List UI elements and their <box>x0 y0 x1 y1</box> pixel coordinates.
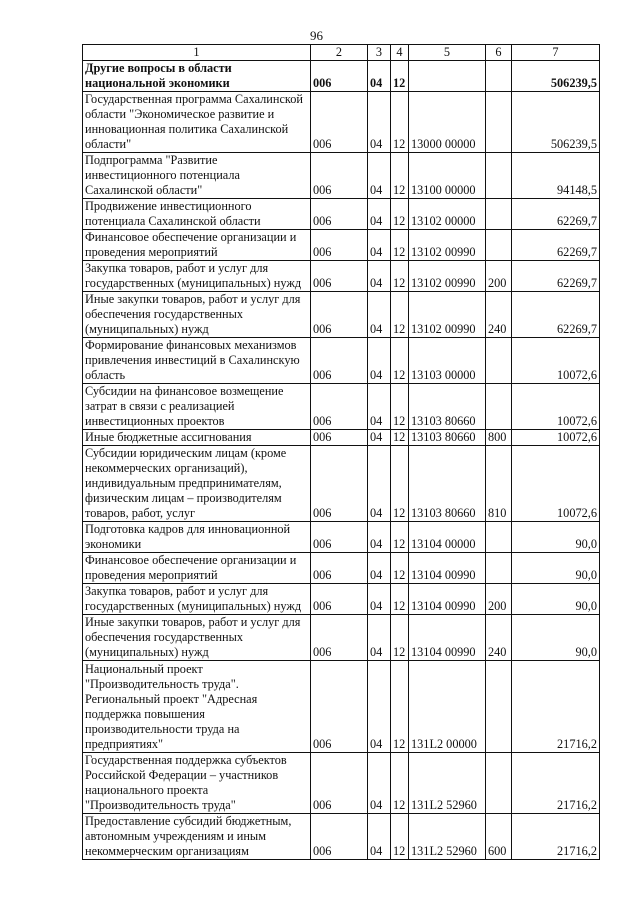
ministry-code: 006 <box>311 584 368 615</box>
column-header-4: 4 <box>391 45 409 61</box>
section-code: 04 <box>368 753 391 814</box>
section-code: 04 <box>368 446 391 522</box>
section-code: 04 <box>368 199 391 230</box>
table-row <box>83 584 600 615</box>
subsection-code: 12 <box>391 384 409 430</box>
target-article-code: 131L2 52960 <box>409 814 486 860</box>
amount: 10072,6 <box>512 338 600 384</box>
ministry-code: 006 <box>311 615 368 661</box>
column-header-2: 2 <box>311 45 368 61</box>
table-row <box>83 753 600 814</box>
row-description: Закупка товаров, работ и услуг для государственных (муниципальных) нужд <box>83 584 311 615</box>
target-article-code: 13104 00990 <box>409 553 486 584</box>
expense-type-code <box>486 753 512 814</box>
target-article-code: 13104 00990 <box>409 584 486 615</box>
subsection-code: 12 <box>391 199 409 230</box>
subsection-code: 12 <box>391 430 409 446</box>
section-code: 04 <box>368 338 391 384</box>
target-article-code: 131L2 00000 <box>409 661 486 753</box>
column-header-6: 6 <box>486 45 512 61</box>
table-row <box>83 61 600 92</box>
amount: 90,0 <box>512 615 600 661</box>
section-code: 04 <box>368 292 391 338</box>
amount: 21716,2 <box>512 814 600 860</box>
expense-type-code: 240 <box>486 615 512 661</box>
ministry-code: 006 <box>311 153 368 199</box>
amount: 21716,2 <box>512 661 600 753</box>
row-description: Закупка товаров, работ и услуг для государственных (муниципальных) нужд <box>83 261 311 292</box>
section-code: 04 <box>368 522 391 553</box>
target-article-code: 13000 00000 <box>409 92 486 153</box>
subsection-code: 12 <box>391 522 409 553</box>
table-row <box>83 446 600 522</box>
expense-type-code <box>486 230 512 261</box>
ministry-code: 006 <box>311 292 368 338</box>
ministry-code: 006 <box>311 92 368 153</box>
table-row <box>83 522 600 553</box>
subsection-code: 12 <box>391 584 409 615</box>
subsection-code: 12 <box>391 753 409 814</box>
column-header-7: 7 <box>512 45 600 61</box>
section-code: 04 <box>368 615 391 661</box>
amount: 90,0 <box>512 553 600 584</box>
amount: 62269,7 <box>512 261 600 292</box>
target-article-code: 13102 00990 <box>409 261 486 292</box>
page-number: 96 <box>310 28 323 43</box>
section-code: 04 <box>368 61 391 92</box>
target-article-code: 131L2 52960 <box>409 753 486 814</box>
expense-type-code <box>486 553 512 584</box>
budget-table <box>82 44 600 860</box>
subsection-code: 12 <box>391 553 409 584</box>
row-description: Иные закупки товаров, работ и услуг для обеспечения государственных (муниципальных) нужд <box>83 292 311 338</box>
table-row <box>83 430 600 446</box>
expense-type-code: 200 <box>486 584 512 615</box>
row-description: Продвижение инвестиционного потенциала Сахалинской области <box>83 199 311 230</box>
ministry-code: 006 <box>311 553 368 584</box>
section-code: 04 <box>368 584 391 615</box>
table-row <box>83 661 600 753</box>
amount: 62269,7 <box>512 292 600 338</box>
amount: 90,0 <box>512 522 600 553</box>
row-description: Субсидии юридическим лицам (кроме некоммерческих организаций), индивидуальным предпринимателям, физическим лицам – производителям товаров, работ, услуг <box>83 446 311 522</box>
expense-type-code <box>486 61 512 92</box>
section-code: 04 <box>368 384 391 430</box>
target-article-code: 13102 00990 <box>409 292 486 338</box>
table-row <box>83 261 600 292</box>
table-row <box>83 814 600 860</box>
expense-type-code <box>486 153 512 199</box>
amount: 94148,5 <box>512 153 600 199</box>
section-code: 04 <box>368 92 391 153</box>
row-description: Финансовое обеспечение организации и проведения мероприятий <box>83 553 311 584</box>
row-description: Иные закупки товаров, работ и услуг для обеспечения государственных (муниципальных) нужд <box>83 615 311 661</box>
row-description: Финансовое обеспечение организации и проведения мероприятий <box>83 230 311 261</box>
subsection-code: 12 <box>391 92 409 153</box>
subsection-code: 12 <box>391 153 409 199</box>
row-description: Иные бюджетные ассигнования <box>83 430 311 446</box>
expense-type-code: 810 <box>486 446 512 522</box>
amount: 62269,7 <box>512 230 600 261</box>
row-description: Формирование финансовых механизмов привлечения инвестиций в Сахалинскую область <box>83 338 311 384</box>
amount: 10072,6 <box>512 384 600 430</box>
section-code: 04 <box>368 430 391 446</box>
subsection-code: 12 <box>391 61 409 92</box>
ministry-code: 006 <box>311 522 368 553</box>
table-header-row <box>83 45 600 61</box>
table-row <box>83 153 600 199</box>
ministry-code: 006 <box>311 338 368 384</box>
expense-type-code <box>486 199 512 230</box>
table-row <box>83 615 600 661</box>
amount: 506239,5 <box>512 92 600 153</box>
subsection-code: 12 <box>391 292 409 338</box>
ministry-code: 006 <box>311 661 368 753</box>
target-article-code: 13103 80660 <box>409 384 486 430</box>
target-article-code: 13102 00990 <box>409 230 486 261</box>
amount: 10072,6 <box>512 446 600 522</box>
table-row <box>83 338 600 384</box>
target-article-code: 13102 00000 <box>409 199 486 230</box>
section-code: 04 <box>368 261 391 292</box>
row-description: Предоставление субсидий бюджетным, автономным учреждениям и иным некоммерческим организациям <box>83 814 311 860</box>
expense-type-code: 800 <box>486 430 512 446</box>
column-header-5: 5 <box>409 45 486 61</box>
ministry-code: 006 <box>311 230 368 261</box>
section-code: 04 <box>368 553 391 584</box>
row-description: Государственная поддержка субъектов Российской Федерации – участников национального проекта "Производительность труда" <box>83 753 311 814</box>
ministry-code: 006 <box>311 61 368 92</box>
expense-type-code: 200 <box>486 261 512 292</box>
row-description: Государственная программа Сахалинской области "Экономическое развитие и инновационная политика Сахалинской области" <box>83 92 311 153</box>
subsection-code: 12 <box>391 261 409 292</box>
column-header-3: 3 <box>368 45 391 61</box>
amount: 62269,7 <box>512 199 600 230</box>
row-description: Подготовка кадров для инновационной экономики <box>83 522 311 553</box>
amount: 10072,6 <box>512 430 600 446</box>
target-article-code: 13104 00000 <box>409 522 486 553</box>
target-article-code: 13103 80660 <box>409 446 486 522</box>
ministry-code: 006 <box>311 384 368 430</box>
table-row <box>83 553 600 584</box>
amount: 90,0 <box>512 584 600 615</box>
table-row <box>83 230 600 261</box>
section-code: 04 <box>368 661 391 753</box>
row-description: Национальный проект "Производительность труда". Региональный проект "Адресная поддержка повышения производительности труда на предприятиях" <box>83 661 311 753</box>
subsection-code: 12 <box>391 661 409 753</box>
column-header-1: 1 <box>83 45 311 61</box>
row-description: Субсидии на финансовое возмещение затрат в связи с реализацией инвестиционных проектов <box>83 384 311 430</box>
subsection-code: 12 <box>391 615 409 661</box>
target-article-code: 13100 00000 <box>409 153 486 199</box>
subsection-code: 12 <box>391 230 409 261</box>
table-body <box>83 61 600 860</box>
subsection-code: 12 <box>391 338 409 384</box>
target-article-code: 13104 00990 <box>409 615 486 661</box>
expense-type-code <box>486 522 512 553</box>
expense-type-code <box>486 661 512 753</box>
subsection-code: 12 <box>391 446 409 522</box>
target-article-code: 13103 00000 <box>409 338 486 384</box>
amount: 506239,5 <box>512 61 600 92</box>
expense-type-code: 240 <box>486 292 512 338</box>
table-row <box>83 92 600 153</box>
section-code: 04 <box>368 814 391 860</box>
ministry-code: 006 <box>311 430 368 446</box>
target-article-code <box>409 61 486 92</box>
ministry-code: 006 <box>311 261 368 292</box>
ministry-code: 006 <box>311 753 368 814</box>
target-article-code: 13103 80660 <box>409 430 486 446</box>
expense-type-code <box>486 92 512 153</box>
ministry-code: 006 <box>311 199 368 230</box>
expense-type-code: 600 <box>486 814 512 860</box>
ministry-code: 006 <box>311 814 368 860</box>
amount: 21716,2 <box>512 753 600 814</box>
subsection-code: 12 <box>391 814 409 860</box>
expense-type-code <box>486 338 512 384</box>
row-description: Другие вопросы в области национальной экономики <box>83 61 311 92</box>
ministry-code: 006 <box>311 446 368 522</box>
table-row <box>83 199 600 230</box>
table-row <box>83 384 600 430</box>
section-code: 04 <box>368 230 391 261</box>
expense-type-code <box>486 384 512 430</box>
table-row <box>83 292 600 338</box>
row-description: Подпрограмма "Развитие инвестиционного потенциала Сахалинской области" <box>83 153 311 199</box>
section-code: 04 <box>368 153 391 199</box>
